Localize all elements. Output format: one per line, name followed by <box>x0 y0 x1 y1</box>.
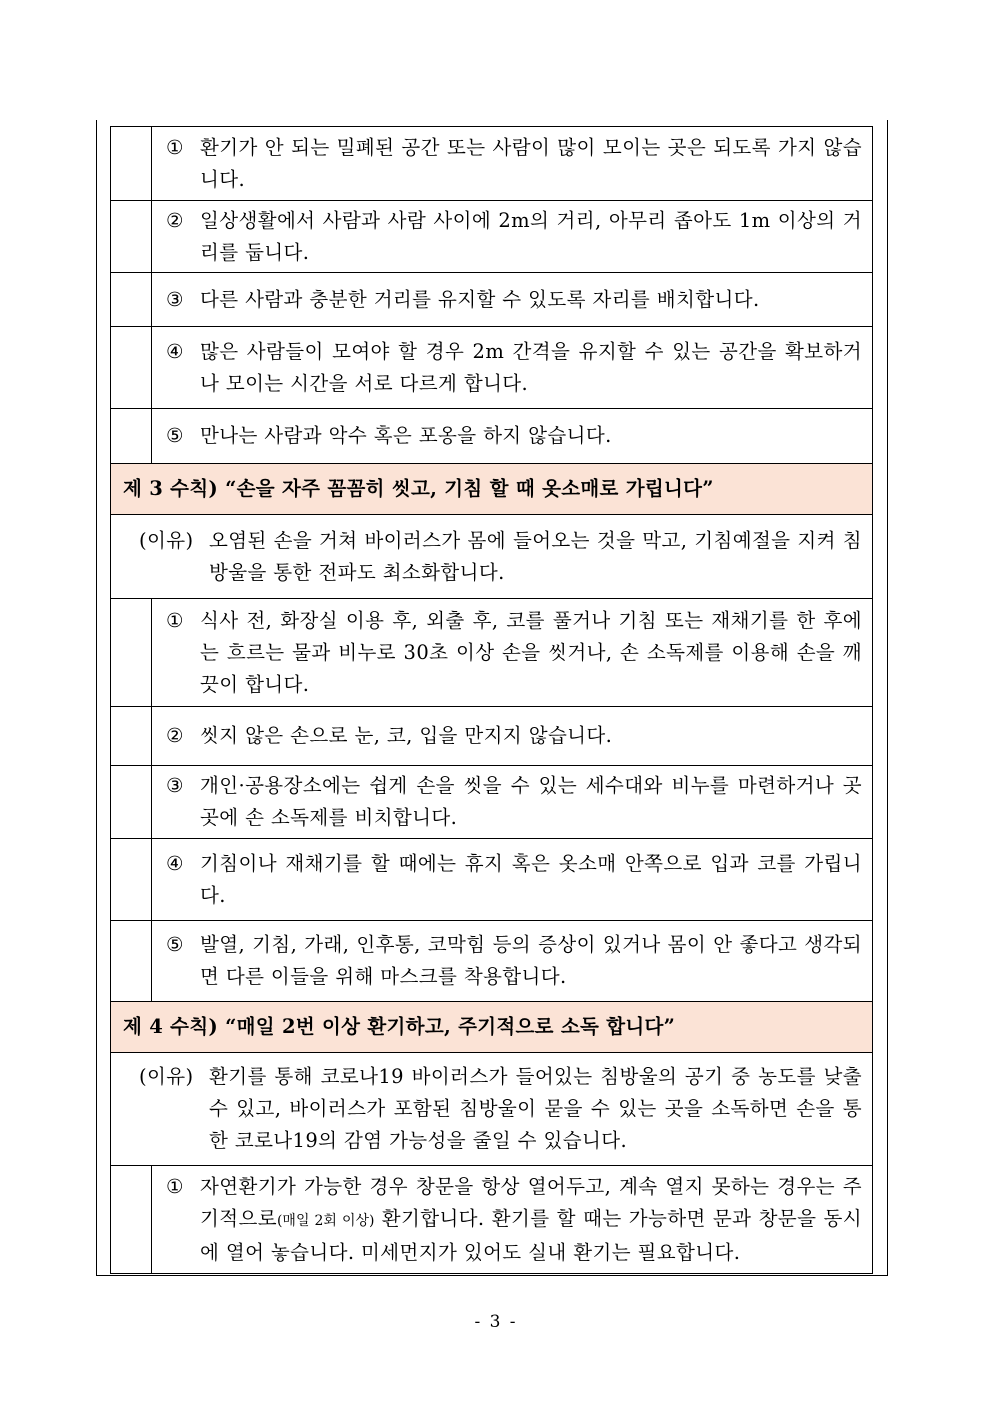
item-number: ④ <box>166 339 184 363</box>
row-stub <box>111 707 152 766</box>
row-stub <box>111 327 152 409</box>
item-cell <box>152 327 873 409</box>
rule4-title: 제 4 수칙) “매일 2번 이상 환기하고, 주기적으로 소독 합니다” <box>123 1015 676 1038</box>
row-stub <box>111 599 152 707</box>
reason-row <box>111 515 873 599</box>
page-number: - 3 - <box>474 1312 518 1332</box>
item-text: 개인·공용장소에는 쉽게 손을 씻을 수 있는 세수대와 비누를 마련하거나 곳곳에 손 소독제를 비치합니다. <box>200 774 862 829</box>
item-text-part: 환기합니다. 환기를 할 때는 가능하면 문과 창문을 동시에 열어 놓습니다. 미세먼지가 있어도 실내 환기는 필요합니다. <box>200 1206 862 1264</box>
row-stub <box>111 127 152 201</box>
item-number: ① <box>166 1174 184 1198</box>
row-stub <box>111 766 152 839</box>
item-cell <box>152 599 873 707</box>
row-stub <box>111 409 152 464</box>
rule4-header-cell <box>111 1002 873 1053</box>
rule4-reason-cell <box>111 1053 873 1166</box>
rule4-reason-text: 환기를 통해 코로나19 바이러스가 들어있는 침방울의 공기 중 농도를 낮출 수 있고, 바이러스가 포함된 침방울이 묻을 수 있는 곳을 소독하면 손을 통한 코로나19의 감염 가능성을 줄일 수 있습니다. <box>209 1065 862 1152</box>
item-text: 많은 사람들이 모여야 할 경우 2m 간격을 유지할 수 있는 공간을 확보하거나 모이는 시간을 서로 다르게 합니다. <box>200 339 862 395</box>
item-text: 환기가 안 되는 밀폐된 공간 또는 사람이 많이 모이는 곳은 되도록 가지 않습니다. <box>200 135 862 191</box>
reason-label: (이유) <box>139 1065 194 1088</box>
item-number: ⑤ <box>166 933 184 956</box>
table-row <box>111 707 873 766</box>
item-number: ① <box>166 608 184 632</box>
item-cell <box>152 921 873 1002</box>
rule3-title: 제 3 수칙) “손을 자주 꼼꼼히 씻고, 기침 할 때 옷소매로 가립니다” <box>123 477 714 500</box>
item-text <box>200 1171 862 1269</box>
item-cell <box>152 273 873 327</box>
guideline-table <box>110 126 873 1274</box>
item-number: ④ <box>166 851 184 875</box>
item-text: 일상생활에서 사람과 사람 사이에 2m의 거리, 아무리 좁아도 1m 이상의 거리를 둡니다. <box>200 208 862 264</box>
rule-header-row <box>111 464 873 515</box>
item-cell <box>152 409 873 464</box>
item-cell <box>152 127 873 201</box>
table-row <box>111 599 873 707</box>
item-text: 기침이나 재채기를 할 때에는 휴지 혹은 옷소매 안쪽으로 입과 코를 가립니다. <box>200 851 862 907</box>
table-row <box>111 1166 873 1274</box>
rule3-reason-cell <box>111 515 873 599</box>
item-text: 다른 사람과 충분한 거리를 유지할 수 있도록 자리를 배치합니다. <box>200 287 760 311</box>
table-row <box>111 839 873 921</box>
table-row <box>111 766 873 839</box>
table-row <box>111 921 873 1002</box>
row-stub <box>111 201 152 273</box>
row-stub <box>111 273 152 327</box>
item-text: 씻지 않은 손으로 눈, 코, 입을 만지지 않습니다. <box>200 724 613 747</box>
table-row <box>111 327 873 409</box>
item-text: 식사 전, 화장실 이용 후, 외출 후, 코를 풀거나 기침 또는 재채기를 한 후에는 흐르는 물과 비누로 30초 이상 손을 씻거나, 손 소독제를 이용해 손을 깨끗이 합니다. <box>200 608 862 696</box>
item-number: ③ <box>166 774 184 797</box>
reason-label: (이유) <box>139 528 194 552</box>
item-number: ⑤ <box>166 424 184 447</box>
row-stub <box>111 1166 152 1274</box>
reason-row <box>111 1053 873 1166</box>
table-row <box>111 201 873 273</box>
item-number: ① <box>166 135 184 159</box>
table-row <box>111 273 873 327</box>
row-stub <box>111 839 152 921</box>
item-cell <box>152 707 873 766</box>
item-cell <box>152 839 873 921</box>
item-text: 만나는 사람과 악수 혹은 포옹을 하지 않습니다. <box>200 424 612 447</box>
item-text: 발열, 기침, 가래, 인후통, 코막힘 등의 증상이 있거나 몸이 안 좋다고 생각되면 다른 이들을 위해 마스크를 착용합니다. <box>200 933 862 988</box>
frequency-note: (매일 2회 이상) <box>276 1212 375 1229</box>
item-number: ② <box>166 208 184 232</box>
item-cell <box>152 201 873 273</box>
item-number: ③ <box>166 287 184 311</box>
row-stub <box>111 921 152 1002</box>
table-row <box>111 127 873 201</box>
item-cell <box>152 766 873 839</box>
item-number: ② <box>166 724 184 747</box>
rule3-reason-text: 오염된 손을 거쳐 바이러스가 몸에 들어오는 것을 막고, 기침예절을 지켜 침방울을 통한 전파도 최소화합니다. <box>209 528 862 584</box>
item-cell <box>152 1166 873 1274</box>
table-row <box>111 409 873 464</box>
rule3-header-cell <box>111 464 873 515</box>
rule-header-row <box>111 1002 873 1053</box>
item-text-part: 자연환기가 가능한 경우 창문을 항상 열어두고, 계속 열지 못하는 경우는 주기적으로 <box>200 1174 862 1230</box>
